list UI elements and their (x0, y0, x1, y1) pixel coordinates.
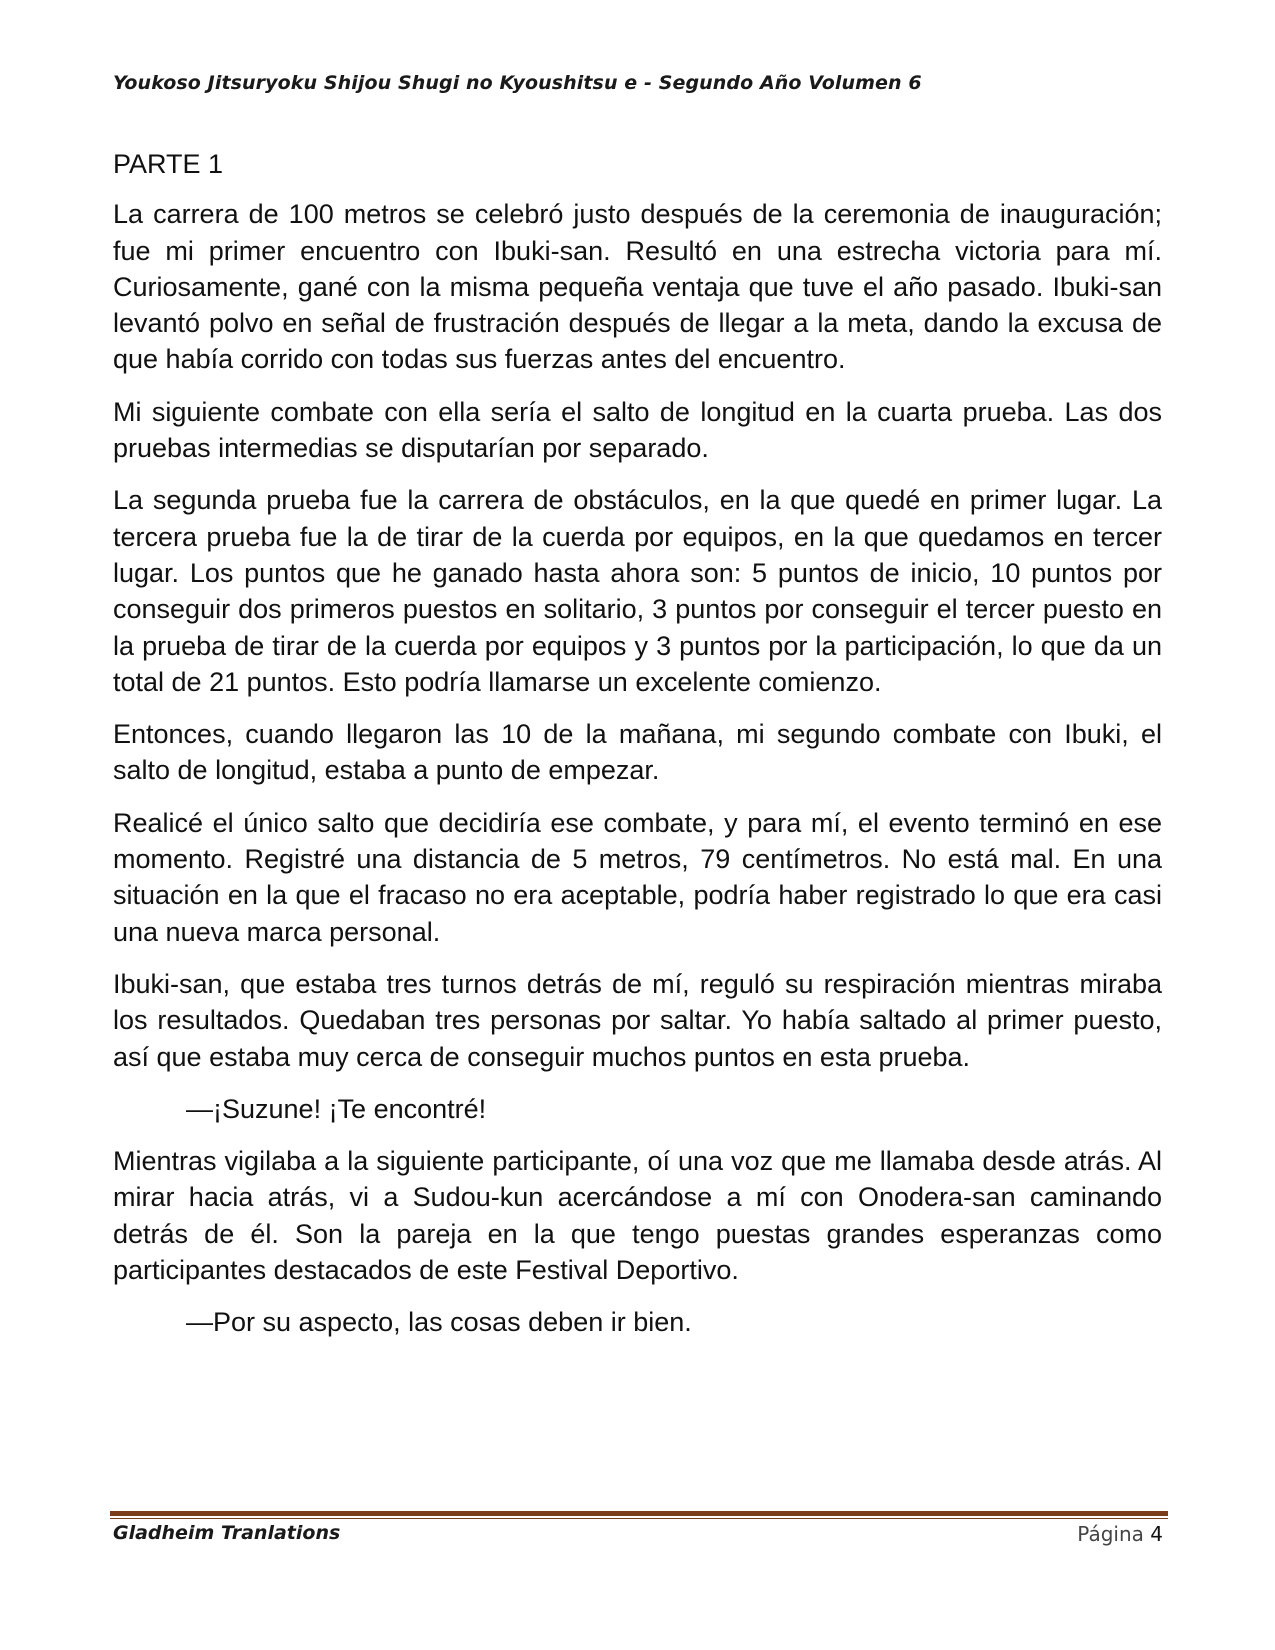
footer-credit: Gladheim Tranlations (113, 1522, 341, 1544)
section-title: PARTE 1 (113, 149, 224, 179)
footer-divider (110, 1511, 1168, 1516)
page-label: Página (1077, 1522, 1144, 1546)
dialog-line: —Por su aspecto, las cosas deben ir bien. (186, 1307, 692, 1338)
page-body (113, 146, 1162, 1357)
dialog-line: —¡Suzune! ¡Te encontré! (186, 1093, 487, 1124)
paragraph: Mientras vigilaba a la siguiente participante, oí una voz que me llamaba desde atrás. Al mirar hacia atrás, vi a Sudou-kun acercándose a mí con Onodera-san caminando detrás de él. Son la pareja en la que tengo puestas grandes esperanzas como participantes destacados de este Festival Deportivo. (113, 1146, 1162, 1286)
paragraph: Mi siguiente combate con ella sería el salto de longitud en la cuarta prueba. Las dos pruebas intermedias se disputarían por separado. (113, 396, 1162, 464)
page-number (1077, 1522, 1163, 1546)
paragraph: La segunda prueba fue la carrera de obstáculos, en la que quedé en primer lugar. La tercera prueba fue la de tirar de la cuerda por equipos, en la que quedamos en tercer lugar. Los puntos que he ganado hasta ahora son: 5 puntos de inicio, 10 puntos por conseguir dos primeros puestos en solitario, 3 puntos por conseguir el tercer puesto en la prueba de tirar de la cuerda por equipos y 3 puntos por la participación, lo que da un total de 21 puntos. Esto podría llamarse un excelente comienzo. (113, 485, 1162, 697)
footer-divider-thin (110, 1518, 1168, 1519)
page-number-value: 4 (1150, 1522, 1163, 1546)
paragraph: La carrera de 100 metros se celebró justo después de la ceremonia de inauguración; fue mi primer encuentro con Ibuki-san. Resultó en una estrecha victoria para mí. Curiosamente, gané con la misma pequeña ventaja que tuve el año pasado. Ibuki-san levantó polvo en señal de frustración después de llegar a la meta, dando la excusa de que había corrido con todas sus fuerzas antes del encuentro. (113, 199, 1162, 375)
paragraph: Realicé el único salto que decidiría ese combate, y para mí, el evento terminó en ese momento. Registré una distancia de 5 metros, 79 centímetros. No está mal. En una situación en la que el fracaso no era aceptable, podría haber registrado lo que era casi una nueva marca personal. (113, 807, 1162, 947)
page-header: Youkoso Jitsuryoku Shijou Shugi no Kyoushitsu e - Segundo Año Volumen 6 (113, 72, 922, 94)
paragraph: Ibuki-san, que estaba tres turnos detrás de mí, reguló su respiración mientras miraba los resultados. Quedaban tres personas por saltar. Yo había saltado al primer puesto, así que estaba muy cerca de conseguir muchos puntos en esta prueba. (113, 968, 1162, 1072)
paragraph: Entonces, cuando llegaron las 10 de la mañana, mi segundo combate con Ibuki, el salto de longitud, estaba a punto de empezar. (113, 719, 1162, 786)
